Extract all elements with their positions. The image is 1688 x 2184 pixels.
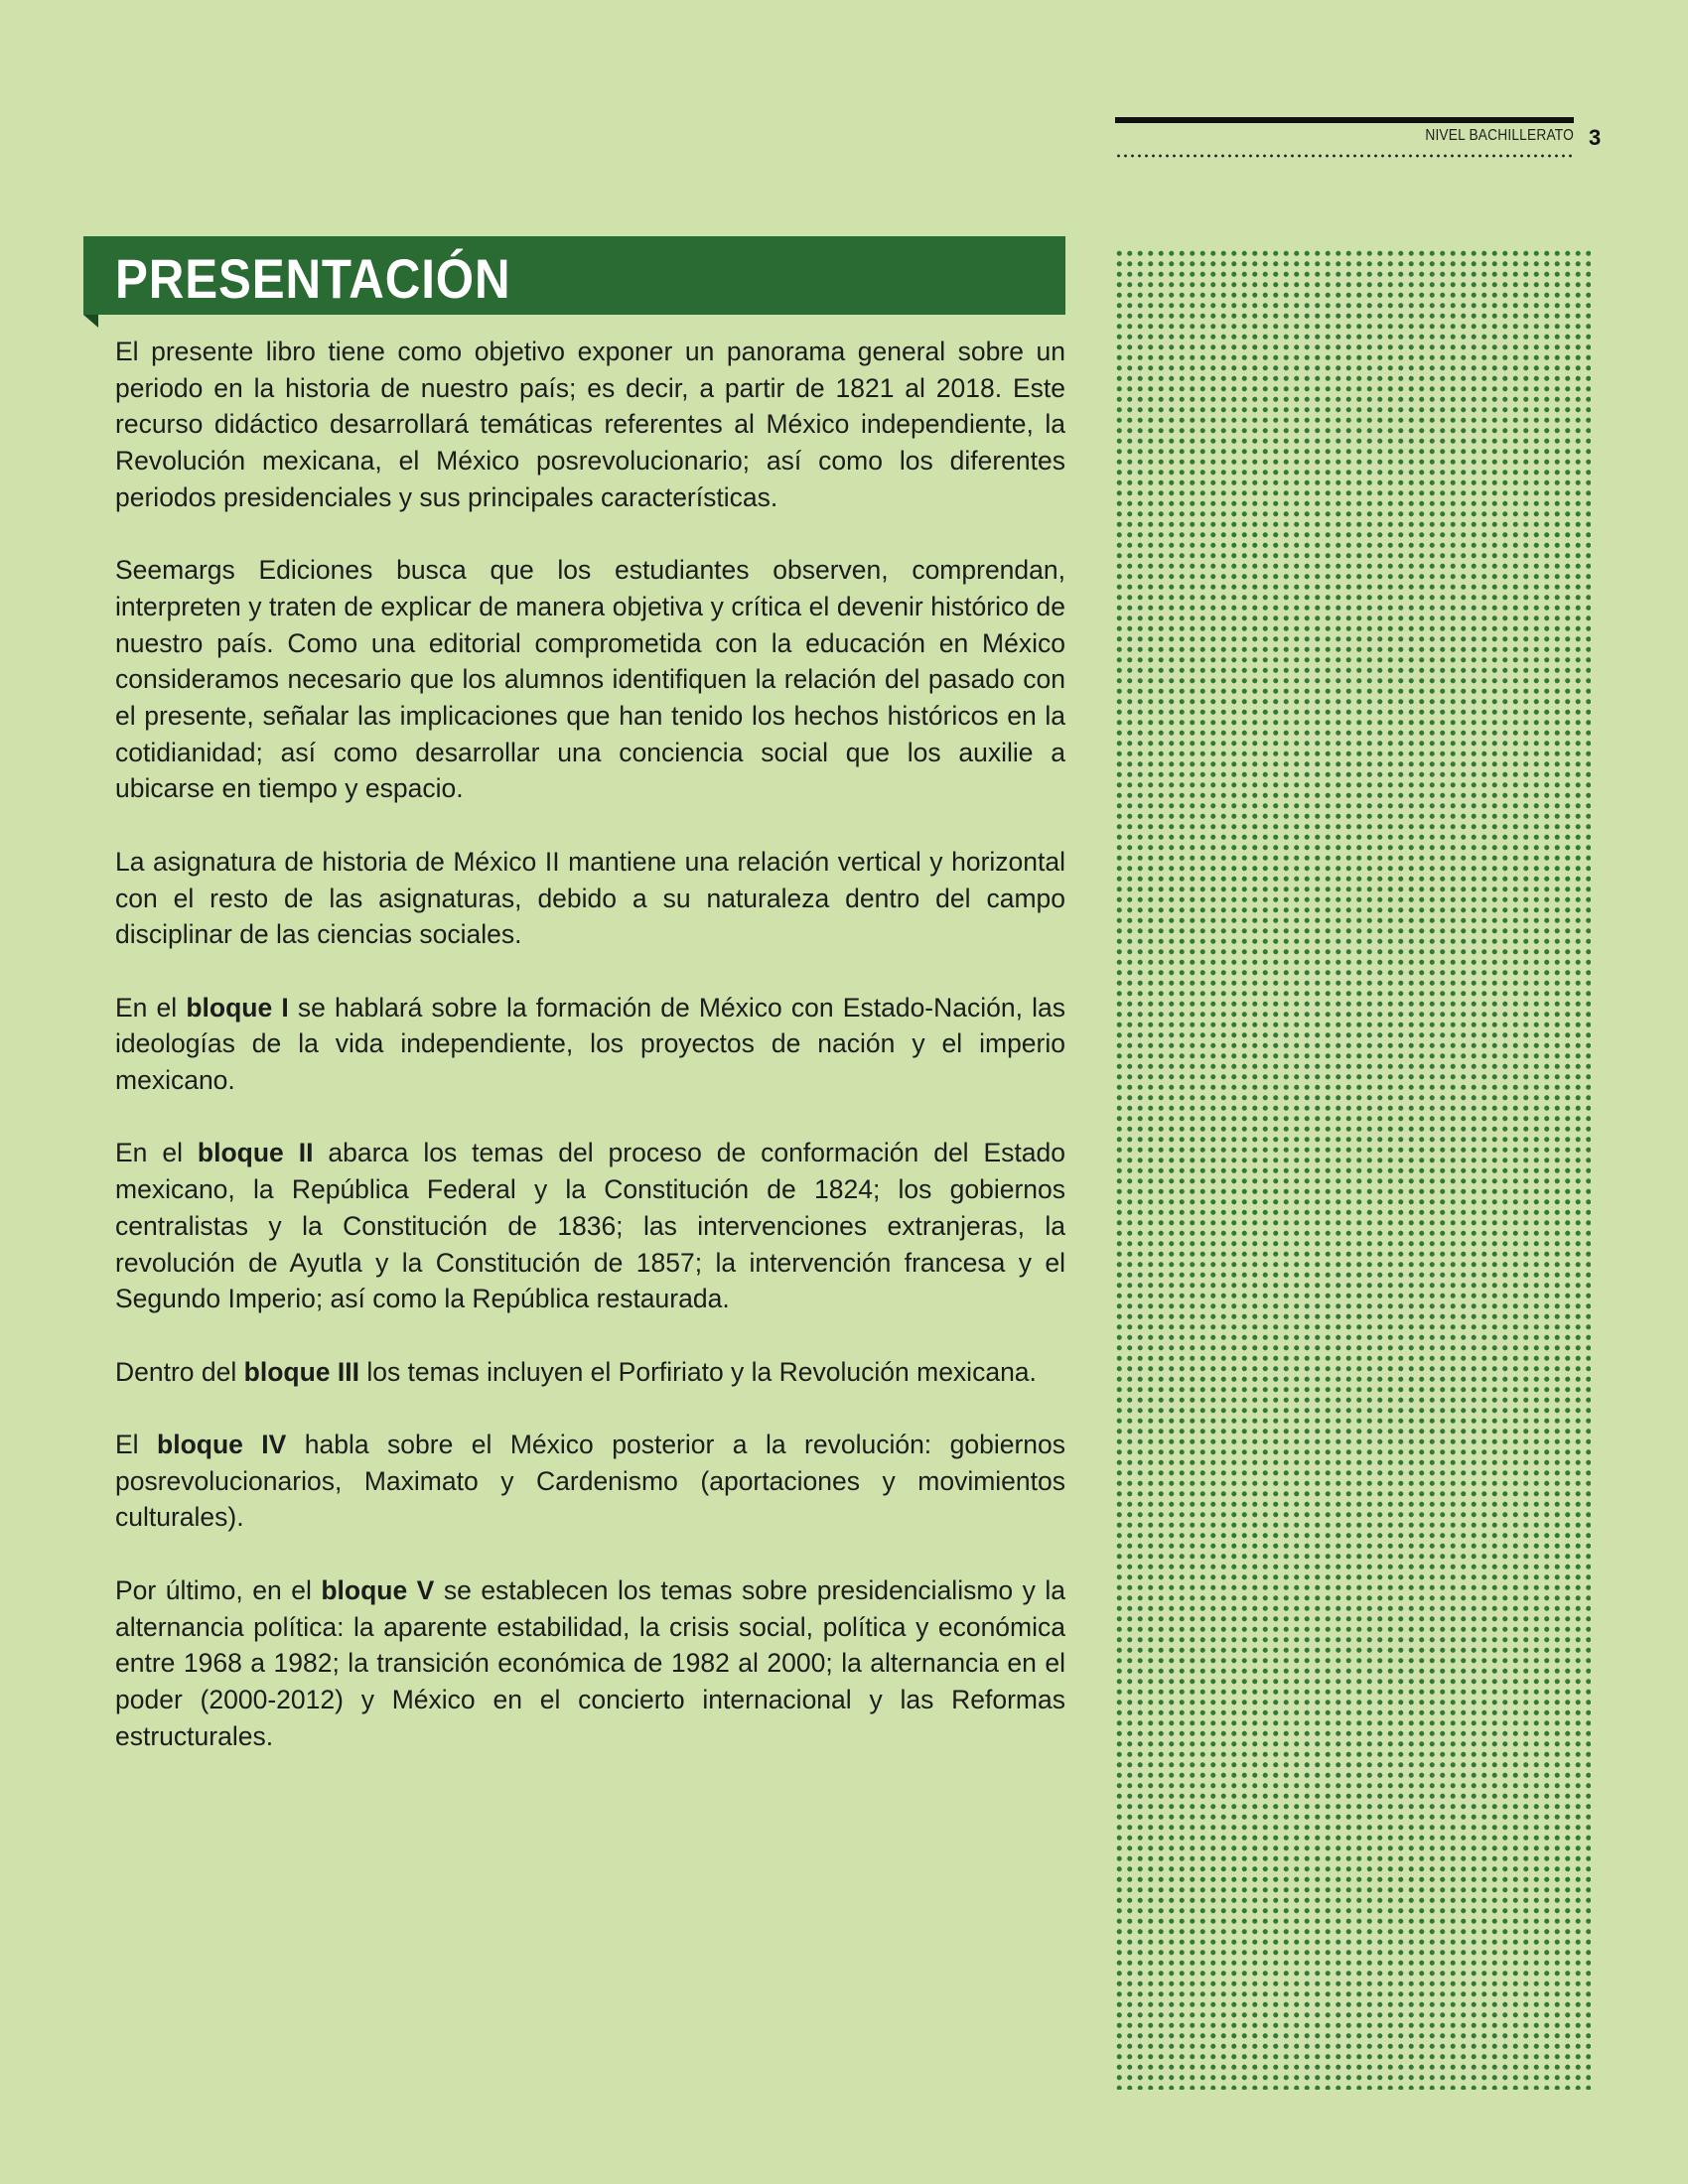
- paragraph-rest: abarca los temas del proceso de conformación del Estado mexicano, la República Federal y la Constitución de 1824; los gobiernos centralistas y la Constitución de 1836; las intervenciones extranjeras, la revolución de Ayutla y la Constitución de 1857; la intervención francesa y el Segundo Imperio; así como la República restaurada.: [115, 1138, 1066, 1314]
- paragraph: El presente libro tiene como objetivo exponer un panorama general sobre un periodo en la historia de nuestro país; es decir, a partir de 1821 al 2018. Este recurso didáctico desarrollará temáticas referentes al México independiente, la Revolución mexicana, el México posrevolucionario; así como los diferentes periodos presidenciales y sus principales características.: [115, 337, 1065, 512]
- bloque-label: bloque II: [197, 1138, 314, 1168]
- paragraph-lead: En el: [115, 992, 187, 1023]
- banner-fold: [83, 315, 98, 328]
- paragraph-bloque-iii: [115, 1354, 1065, 1391]
- paragraph-rest: se establecen los temas sobre presidencialismo y la alternancia política: la aparente estabilidad, la crisis social, política y económica entre 1968 a 1982; la transición económica de 1982 al 2000; la alternancia en el poder (2000-2012) y México en el concierto internacional y las Reformas estructurales.: [115, 1574, 1065, 1751]
- paragraph-bloque-v: [115, 1572, 1065, 1755]
- paragraph-rest: habla sobre el México posterior a la revolución: gobiernos posrevolucionarios, Maximato y Cardenismo (aportaciones y movimientos culturales).: [115, 1430, 1065, 1533]
- page-number: 3: [1589, 125, 1602, 150]
- paragraph: La asignatura de historia de México II mantiene una relación vertical y horizontal con el resto de las asignaturas, debido a su naturaleza dentro del campo disciplinar de las ciencias sociales.: [115, 846, 1065, 950]
- paragraph-rest: los temas incluyen el Porfiriato y la Revolución mexicana.: [358, 1356, 1037, 1387]
- page-title: PRESENTACIÓN: [115, 247, 511, 310]
- paragraph-bloque-i: [115, 990, 1065, 1099]
- paragraph-bloque-ii: [115, 1135, 1065, 1317]
- decorative-dot-panel: [1114, 248, 1591, 2090]
- paragraph: Seemargs Ediciones busca que los estudiantes observen, comprendan, interpreten y traten de explicar de manera objetiva y crítica el devenir histórico de nuestro país. Como una editorial comprometida con la educación en México consideramos necesario que los alumnos identifiquen la relación del pasado con el presente, señalar las implicaciones que han tenido los hechos históricos en la cotidianidad; así como desarrollar una conciencia social que los auxilie a ubicarse en tiempo y espacio.: [115, 555, 1065, 804]
- running-header: NIVEL BACHILLERATO: [1425, 127, 1574, 144]
- bloque-label: bloque I: [186, 992, 289, 1023]
- header-rule: [1115, 117, 1574, 123]
- bloque-label: bloque V: [321, 1574, 435, 1605]
- body-text: [115, 334, 1065, 1791]
- title-banner: [83, 236, 1065, 315]
- paragraph-lead: Por último, en el: [115, 1574, 322, 1605]
- paragraph-rest: se hablará sobre la formación de México con Estado-Nación, las ideologías de la vida independiente, los proyectos de nación y el imperio mexicano.: [115, 992, 1066, 1096]
- header-dotted-line: [1115, 154, 1574, 158]
- paragraph-lead: En el: [115, 1138, 198, 1168]
- bloque-label: bloque IV: [157, 1430, 287, 1459]
- paragraph-lead: El: [115, 1430, 158, 1459]
- paragraph-lead: Dentro del: [115, 1356, 244, 1387]
- bloque-label: bloque III: [243, 1356, 359, 1387]
- paragraph-bloque-iv: [115, 1427, 1065, 1536]
